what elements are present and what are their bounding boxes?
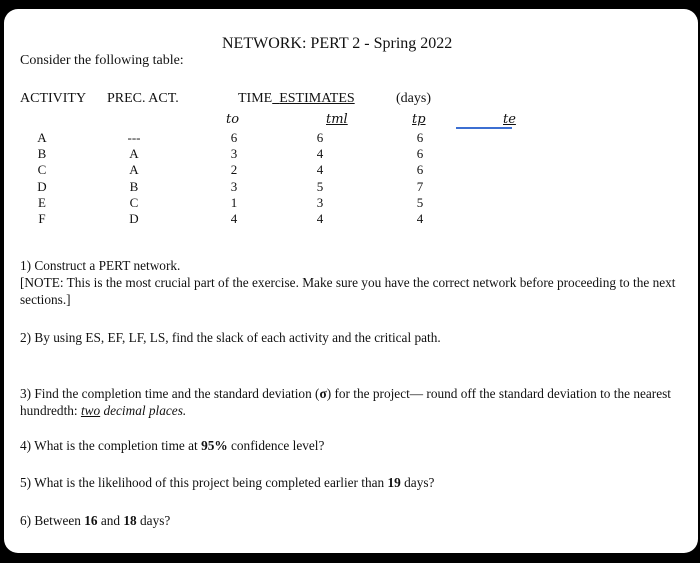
question-1 bbox=[20, 257, 680, 308]
prec-column bbox=[119, 130, 149, 227]
table-cell: 4 bbox=[316, 162, 324, 178]
table-cell: E bbox=[38, 194, 46, 210]
table-cell: C bbox=[129, 194, 139, 210]
table-cell: B bbox=[129, 178, 139, 194]
question-1-note: [NOTE: This is the most crucial part of the exercise. Make sure you have the correct network before proceeding to the next sections.] bbox=[20, 275, 676, 307]
document-page bbox=[4, 9, 698, 553]
question-4: 4) What is the completion time at 95% confidence level? bbox=[20, 438, 325, 453]
table-cell: D bbox=[37, 178, 47, 194]
table-cell: 7 bbox=[416, 178, 424, 194]
table-cell: 6 bbox=[316, 130, 324, 145]
table-cell: 1 bbox=[230, 194, 238, 210]
header-prec-act: PREC. ACT. bbox=[107, 91, 179, 106]
table-cell: B bbox=[37, 146, 47, 162]
table-cell: 3 bbox=[230, 146, 238, 162]
table-cell: A bbox=[129, 162, 139, 178]
table-cell: 4 bbox=[230, 210, 238, 226]
subheader-to: to bbox=[226, 112, 240, 127]
header-time: TIME bbox=[238, 91, 273, 106]
table-cell: A bbox=[37, 130, 47, 145]
table-cell: C bbox=[37, 162, 47, 178]
subheader-te: te bbox=[503, 112, 516, 127]
te-blue-line bbox=[456, 127, 512, 129]
to-column bbox=[224, 130, 244, 227]
question-2: 2) By using ES, EF, LF, LS, find the slack of each activity and the critical path. bbox=[20, 330, 441, 345]
table-cell: 4 bbox=[316, 146, 324, 162]
question-6: 6) Between 16 and 18 days? bbox=[20, 513, 171, 528]
table-cell: 2 bbox=[230, 162, 238, 178]
header-time-estimates bbox=[238, 91, 355, 107]
table-cell: 4 bbox=[316, 210, 324, 226]
table-cell: 3 bbox=[230, 178, 238, 194]
table-cell: F bbox=[38, 210, 46, 226]
header-activity: ACTIVITY bbox=[20, 91, 87, 106]
table-cell: D bbox=[129, 210, 139, 226]
question-1-text: 1) Construct a PERT network. bbox=[20, 258, 181, 273]
table-cell: --- bbox=[127, 130, 141, 145]
table-cell: 4 bbox=[416, 210, 424, 226]
subheader-tp: tp bbox=[412, 112, 426, 127]
question-3: 3) Find the completion time and the standard deviation (σ) for the project— round off the standard deviation to the nearest hundredth: two decimal places. bbox=[20, 386, 671, 418]
sigma-symbol: σ bbox=[319, 386, 327, 401]
table-cell: A bbox=[129, 146, 139, 162]
table-cell: 6 bbox=[416, 146, 424, 162]
intro-text: Consider the following table: bbox=[20, 53, 184, 68]
table-cell: 6 bbox=[230, 130, 238, 145]
header-days: (days) bbox=[396, 91, 431, 106]
table-cell: 3 bbox=[316, 194, 324, 210]
question-5: 5) What is the likelihood of this project being completed earlier than 19 days? bbox=[20, 475, 435, 490]
subheader-tml: tml bbox=[326, 112, 348, 127]
table-cell: 6 bbox=[416, 162, 424, 178]
tml-column bbox=[310, 130, 330, 227]
table-cell: 5 bbox=[416, 194, 424, 210]
tp-column bbox=[410, 130, 430, 227]
table-cell: 6 bbox=[416, 130, 424, 145]
activity-column bbox=[32, 130, 52, 227]
header-estimates: ESTIMATES bbox=[279, 91, 355, 106]
document-title: NETWORK: PERT 2 - Spring 2022 bbox=[222, 35, 453, 52]
table-cell: 5 bbox=[316, 178, 324, 194]
